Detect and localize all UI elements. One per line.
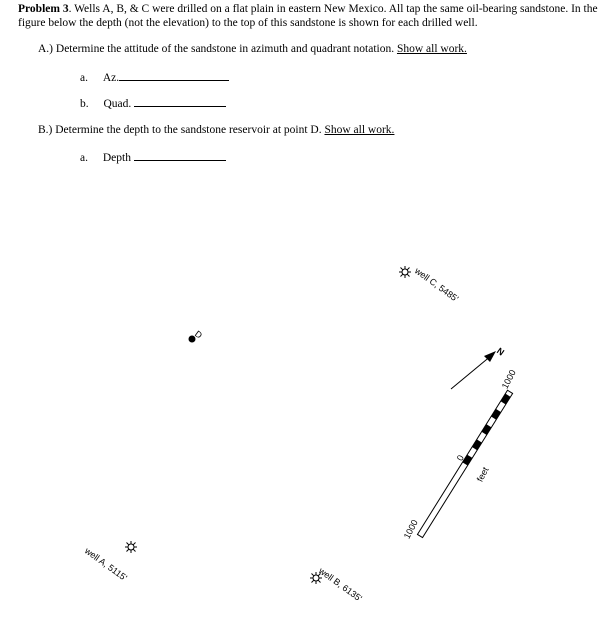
part-b-show-work: Show all work. xyxy=(324,124,395,136)
part-b-text: Determine the depth to the sandstone reservoir at point D. xyxy=(55,124,322,136)
well-c-symbol-icon xyxy=(399,266,411,278)
depth-label: Depth xyxy=(102,152,131,164)
well-b-label: well B, 6135' xyxy=(316,565,364,604)
quadrant-label: Quad. xyxy=(103,98,132,110)
part-a-label: A.) xyxy=(38,43,54,55)
part-a-text: Determine the attitude of the sandstone in azimuth and quadrant notation. xyxy=(55,43,395,55)
north-arrow xyxy=(451,355,492,389)
item-marker: a. xyxy=(80,152,88,164)
part-b-label: B.) xyxy=(38,124,53,136)
item-marker: a. xyxy=(80,72,88,84)
well-a-label: well A, 5115' xyxy=(82,545,129,583)
azimuth-label: Az. xyxy=(102,72,120,84)
scale-left-label: 1000 xyxy=(401,518,420,541)
well-a-symbol-icon xyxy=(125,541,137,553)
well-c-label: well C, 5485' xyxy=(412,265,461,304)
point-d-label: D xyxy=(192,328,205,341)
north-label: N xyxy=(494,345,507,358)
part-a-show-work: Show all work. xyxy=(396,43,467,55)
item-marker: b. xyxy=(80,98,89,110)
scale-right-label: 1000 xyxy=(499,368,518,391)
scale-zero-label: 0 xyxy=(454,453,466,463)
problem-heading: Problem 3 xyxy=(18,3,69,15)
scale-unit-label: feet xyxy=(474,465,491,484)
scale-bar xyxy=(417,390,512,537)
problem-intro: . Wells A, B, & C were drilled on a flat plain in eastern New Mexico. All tap the same oil-bearing sandstone. In the figure below the depth (not the elevation) to the top of this sandstone is shown for each drilled well. xyxy=(18,3,598,29)
